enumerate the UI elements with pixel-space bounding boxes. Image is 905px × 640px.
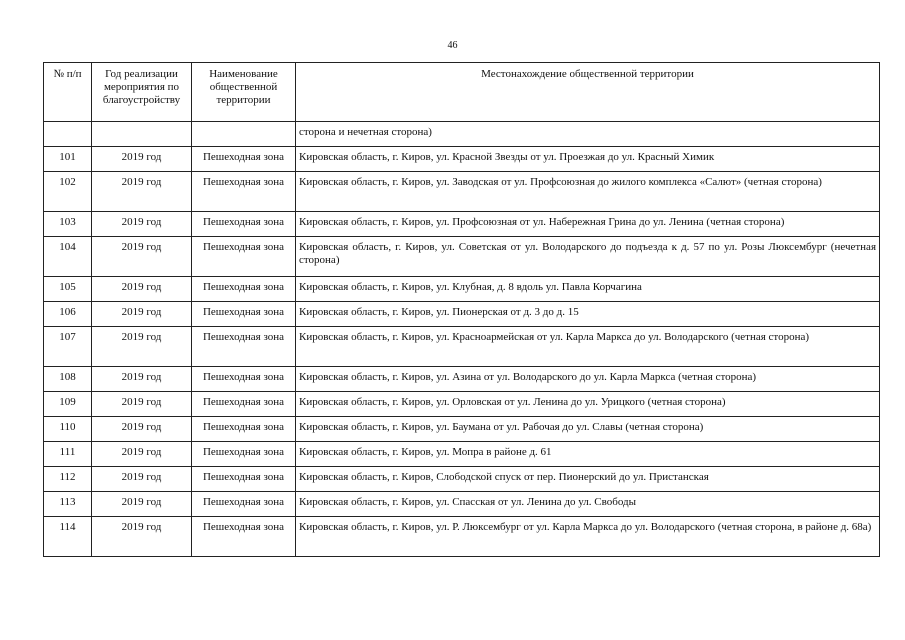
table-row <box>44 327 880 367</box>
cell-number: 103 <box>44 212 92 237</box>
table-row <box>44 517 880 557</box>
cell-number: 108 <box>44 367 92 392</box>
cell-name: Пешеходная зона <box>192 237 296 277</box>
table-row <box>44 147 880 172</box>
territories-table <box>43 62 880 557</box>
cell-number: 112 <box>44 467 92 492</box>
cell-name: Пешеходная зона <box>192 327 296 367</box>
cell-location: Кировская область, г. Киров, ул. Орловская от ул. Ленина до ул. Урицкого (четная сторона) <box>296 392 880 417</box>
table-row <box>44 442 880 467</box>
cell-year: 2019 год <box>92 237 192 277</box>
cell-year: 2019 год <box>92 277 192 302</box>
table-header-row <box>44 63 880 122</box>
cell-location: Кировская область, г. Киров, ул. Р. Люксембург от ул. Карла Маркса до ул. Володарского (четная сторона, в районе д. 68а) <box>296 517 880 557</box>
cell-number: 113 <box>44 492 92 517</box>
table-row <box>44 392 880 417</box>
cell-year <box>92 122 192 147</box>
table-row <box>44 467 880 492</box>
table-row <box>44 212 880 237</box>
cell-number: 101 <box>44 147 92 172</box>
cell-year: 2019 год <box>92 517 192 557</box>
table-row <box>44 277 880 302</box>
cell-name: Пешеходная зона <box>192 417 296 442</box>
table-row <box>44 237 880 277</box>
continuation-row <box>44 122 880 147</box>
cell-year: 2019 год <box>92 172 192 212</box>
header-territory-name: Наименование общественной территории <box>192 63 296 122</box>
header-location: Местонахождение общественной территории <box>296 63 880 122</box>
cell-name: Пешеходная зона <box>192 212 296 237</box>
cell-number: 105 <box>44 277 92 302</box>
cell-location: Кировская область, г. Киров, Слободской спуск от пер. Пионерский до ул. Пристанская <box>296 467 880 492</box>
cell-number: 114 <box>44 517 92 557</box>
cell-year: 2019 год <box>92 212 192 237</box>
cell-number: 109 <box>44 392 92 417</box>
cell-location: Кировская область, г. Киров, ул. Азина от ул. Володарского до ул. Карла Маркса (четная сторона) <box>296 367 880 392</box>
cell-year: 2019 год <box>92 302 192 327</box>
cell-number: 102 <box>44 172 92 212</box>
table-row <box>44 417 880 442</box>
cell-name: Пешеходная зона <box>192 277 296 302</box>
cell-year: 2019 год <box>92 367 192 392</box>
header-number: № п/п <box>44 63 92 122</box>
cell-number: 110 <box>44 417 92 442</box>
cell-location: Кировская область, г. Киров, ул. Советская от ул. Володарского до подъезда к д. 57 по ул. Розы Люксембург (нечетная сторона) <box>296 237 880 277</box>
cell-location: Кировская область, г. Киров, ул. Заводская от ул. Профсоюзная до жилого комплекса «Салют» (четная сторона) <box>296 172 880 212</box>
cell-year: 2019 год <box>92 492 192 517</box>
cell-name: Пешеходная зона <box>192 367 296 392</box>
page-number: 46 <box>447 40 458 51</box>
cell-year: 2019 год <box>92 442 192 467</box>
cell-name: Пешеходная зона <box>192 147 296 172</box>
cell-name: Пешеходная зона <box>192 302 296 327</box>
cell-number: 106 <box>44 302 92 327</box>
cell-number <box>44 122 92 147</box>
cell-location: Кировская область, г. Киров, ул. Спасская от ул. Ленина до ул. Свободы <box>296 492 880 517</box>
cell-name: Пешеходная зона <box>192 172 296 212</box>
cell-name <box>192 122 296 147</box>
cell-name: Пешеходная зона <box>192 392 296 417</box>
cell-location: Кировская область, г. Киров, ул. Профсоюзная от ул. Набережная Грина до ул. Ленина (четная сторона) <box>296 212 880 237</box>
cell-year: 2019 год <box>92 147 192 172</box>
cell-location: Кировская область, г. Киров, ул. Клубная, д. 8 вдоль ул. Павла Корчагина <box>296 277 880 302</box>
cell-name: Пешеходная зона <box>192 467 296 492</box>
table-row <box>44 492 880 517</box>
cell-location: сторона и нечетная сторона) <box>296 122 880 147</box>
cell-name: Пешеходная зона <box>192 492 296 517</box>
cell-number: 107 <box>44 327 92 367</box>
cell-location: Кировская область, г. Киров, ул. Мопра в районе д. 61 <box>296 442 880 467</box>
cell-year: 2019 год <box>92 417 192 442</box>
cell-year: 2019 год <box>92 467 192 492</box>
cell-location: Кировская область, г. Киров, ул. Красной Звезды от ул. Проезжая до ул. Красный Химик <box>296 147 880 172</box>
table-row <box>44 302 880 327</box>
cell-name: Пешеходная зона <box>192 517 296 557</box>
cell-number: 111 <box>44 442 92 467</box>
header-year: Год реализации мероприятия по благоустройству <box>92 63 192 122</box>
cell-year: 2019 год <box>92 392 192 417</box>
cell-year: 2019 год <box>92 327 192 367</box>
cell-location: Кировская область, г. Киров, ул. Баумана от ул. Рабочая до ул. Славы (четная сторона) <box>296 417 880 442</box>
cell-location: Кировская область, г. Киров, ул. Красноармейская от ул. Карла Маркса до ул. Володарского (четная сторона) <box>296 327 880 367</box>
cell-location: Кировская область, г. Киров, ул. Пионерская от д. 3 до д. 15 <box>296 302 880 327</box>
table-row <box>44 367 880 392</box>
cell-name: Пешеходная зона <box>192 442 296 467</box>
table-row <box>44 172 880 212</box>
cell-number: 104 <box>44 237 92 277</box>
